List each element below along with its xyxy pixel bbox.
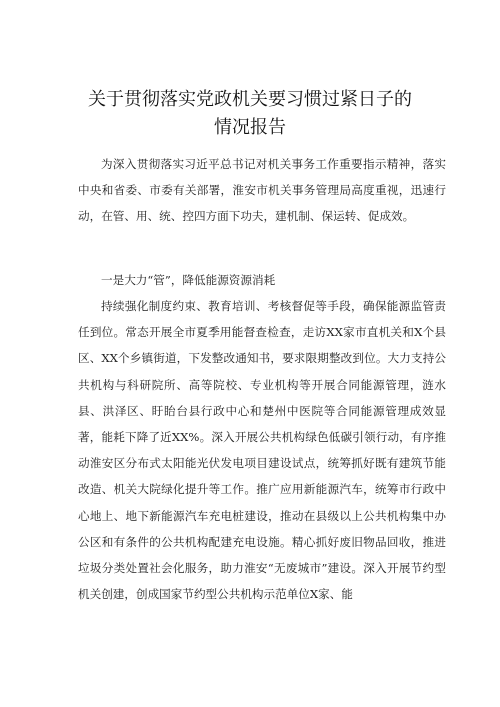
section-heading-1: 一是大力“管”，降低能源资源消耗	[101, 273, 276, 287]
section-1-body-paragraph: 持续强化制度约束、教育培训、考核督促等手段，确保能源监管责任到位。常态开展全市夏季用能督查检查，走访XX家市直机关和X个县区、XX个乡镇街道，下发整改通知书，要求限期整改到位。大力支持公共机构与科研院所、高等院校、专业机构等开展合同能源管理，涟水县、洪泽区、盱眙台县行政中心和楚州中医院等合同能源管理成效显著，能耗下降了近XX%。深入开展公共机构绿色低碳引领行动，有序推动淮安区分布式太阳能光伏发电项目建设试点，统筹抓好既有建筑节能改造、机关大院绿化提升等工作。推广应用新能源汽车，统筹市行政中心地上、地下新能源汽车充电桩建设，推动在县级以上公共机构集中办公区和有条件的公共机构配建充电设施。精心抓好废旧物品回收，推进垃圾分类处置社会化服务，助力淮安“无废城市”建设。深入开展节约型机关创建，创成国家节约型公共机构示范单位X家、能	[78, 299, 446, 602]
document-title-line-2: 情况报告	[214, 117, 286, 138]
intro-paragraph: 为深入贯彻落实习近平总书记对机关事务工作重要指示精神，落实中央和省委、市委有关部署，淮安市机关事务管理局高度重视，迅速行动，在管、用、统、控四方面下功夫，建机制、保运转、促成效。	[78, 157, 446, 224]
document-title-line-1: 关于贯彻落实党政机关要习惯过紧日子的	[88, 89, 412, 110]
